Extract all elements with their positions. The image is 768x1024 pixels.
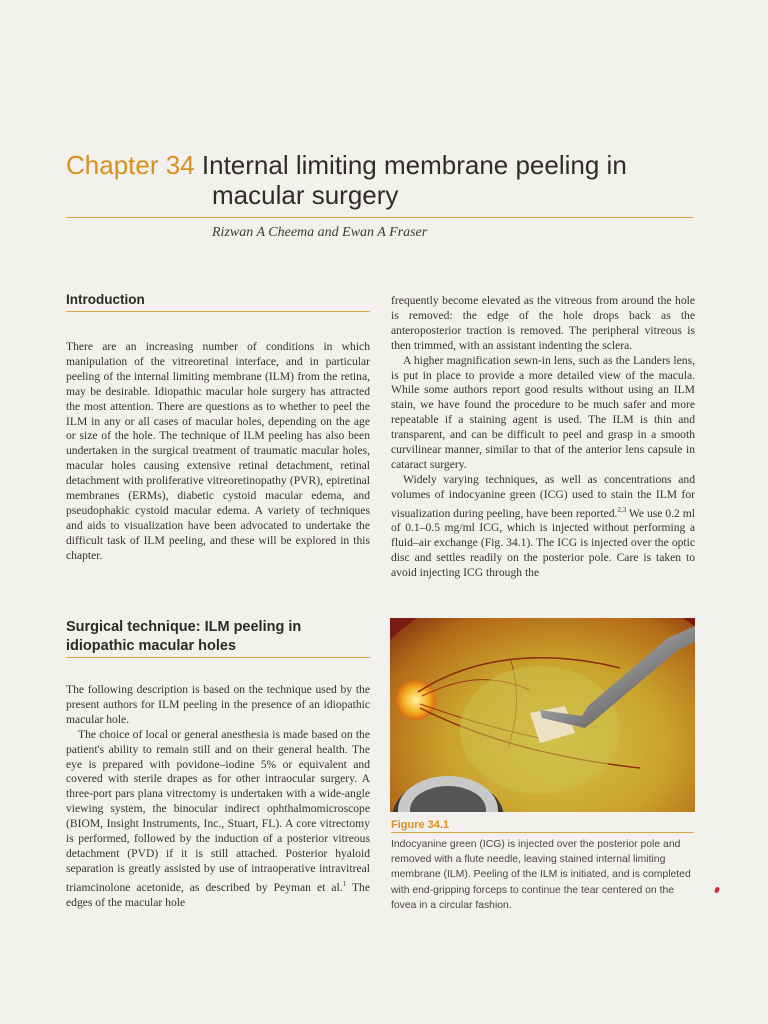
introduction-paragraph: There are an increasing number of conditions in which manipulation of the vitreoretinal interface, and in particular peeling of the internal limiting membrane (ILM) from the retina, may be desirable. Idiopathic macular hole surgery has attracted the most attention. There are questions as to whether to peel the ILM in any or all cases of macular holes, depending on the age or size of the hole. The technique of ILM peeling has also been undertaken in the surgical treatment of traumatic macular holes, macular holes causing extensive retinal detachment, retinal detachment with proliferative vitreoretinopathy (PVR), epiretinal membranes (ERMs), diabetic cystoid macular edema, and pseudophakic cystoid macular edema. A variety of techniques and aids to visualization have been advocated to undertake the difficult task of ILM peeling, and these will be explored in this chapter. — [66, 340, 370, 562]
surgical-text — [66, 683, 370, 910]
figure-rule — [391, 832, 694, 833]
red-ink-mark — [714, 886, 720, 893]
reference-superscript: 2,3 — [617, 505, 627, 514]
figure-image — [390, 618, 695, 812]
right-paragraph-1: frequently become elevated as the vitreous from around the hole is removed: the edge of the hole drops back as the anteroposterior traction is removed. The peripheral vitreous is then trimmed, with an assistant indenting the sclera. — [391, 294, 695, 352]
right-paragraph-3-tail: We use 0.2 ml of 0.1–0.5 mg/ml ICG, which is injected without performing a fluid–air exchange (Fig. 34.1). The ICG is injected over the optic disc and settles readily on the posterior pole. Care is taken to avoid injecting ICG through the — [391, 506, 696, 580]
title-line-1: Internal limiting membrane peeling in — [201, 150, 627, 180]
surgical-paragraph-2-tail: The edges of the macular hole — [66, 880, 370, 909]
chapter-label: Chapter 34 — [66, 150, 195, 180]
surgical-heading — [66, 618, 301, 656]
surgical-heading-line-2: idiopathic macular holes — [66, 638, 237, 654]
figure-label: Figure 34.1 — [391, 819, 450, 831]
reference-superscript: 1 — [342, 879, 347, 888]
right-paragraph-3-text: Widely varying techniques, as well as concentrations and volumes of indocyanine green (ICG) used to stain the ILM for visualization during peeling, have been reported. — [391, 472, 695, 520]
introduction-text — [66, 340, 370, 564]
retina-surgery-illustration — [390, 618, 695, 812]
right-paragraph-3 — [391, 473, 695, 581]
surgical-paragraph-2 — [66, 728, 370, 911]
right-paragraph-2: A higher magnification sewn-in lens, such as the Landers lens, is put in place to provide a more detailed view of the macula. While some authors report good results without using an ILM stain, we have found the procedure to be much safer and more repeatable if a staining agent is used. The ILM is thin and transparent, and can be difficult to peel and grasp in a smooth curvilinear manner, similar to that of the anterior lens capsule in cataract surgery. — [391, 353, 695, 471]
chapter-title — [66, 150, 706, 210]
title-rule — [66, 217, 694, 218]
right-column-text — [391, 294, 695, 581]
introduction-heading: Introduction — [66, 292, 145, 307]
surgical-paragraph-1: The following description is based on the technique used by the present authors for ILM peeling in the presence of an idiopathic macular hole. — [66, 683, 370, 726]
authors: Rizwan A Cheema and Ewan A Fraser — [212, 225, 428, 240]
title-line-2: macular surgery — [212, 180, 399, 210]
surgical-paragraph-2-text: The choice of local or general anesthesia is made based on the patient's ability to remain still and on their general health. The eye is prepared with povidone–iodine 5% or equivalent and covered with sterile drapes as for other intraocular surgery. A three-port pars plana vitrectomy is undertaken with a wide-angle viewing system, the binocular indirect ophthalmomicroscope (BIOM, Insight Instruments, Inc., Stuart, FL). A core vitrectomy is performed, followed by the induction of a posterior vitreous detachment (PVD) if it is still attached. Posterior hyaloid separation is greatly assisted by use of intraoperative intravitreal triamcinolone acetonide, as described by Peyman et al. — [66, 727, 370, 894]
surgical-rule — [66, 657, 370, 658]
surgical-heading-line-1: Surgical technique: ILM peeling in — [66, 619, 302, 635]
introduction-rule — [66, 311, 370, 312]
figure-caption: Indocyanine green (ICG) is injected over the posterior pole and removed with a flute needle, leaving stained internal limiting membrane (ILM). Peeling of the ILM is initiated, and is completed with end-gripping forceps to continue the tear centered on the fovea in a circular fashion. — [391, 839, 691, 911]
